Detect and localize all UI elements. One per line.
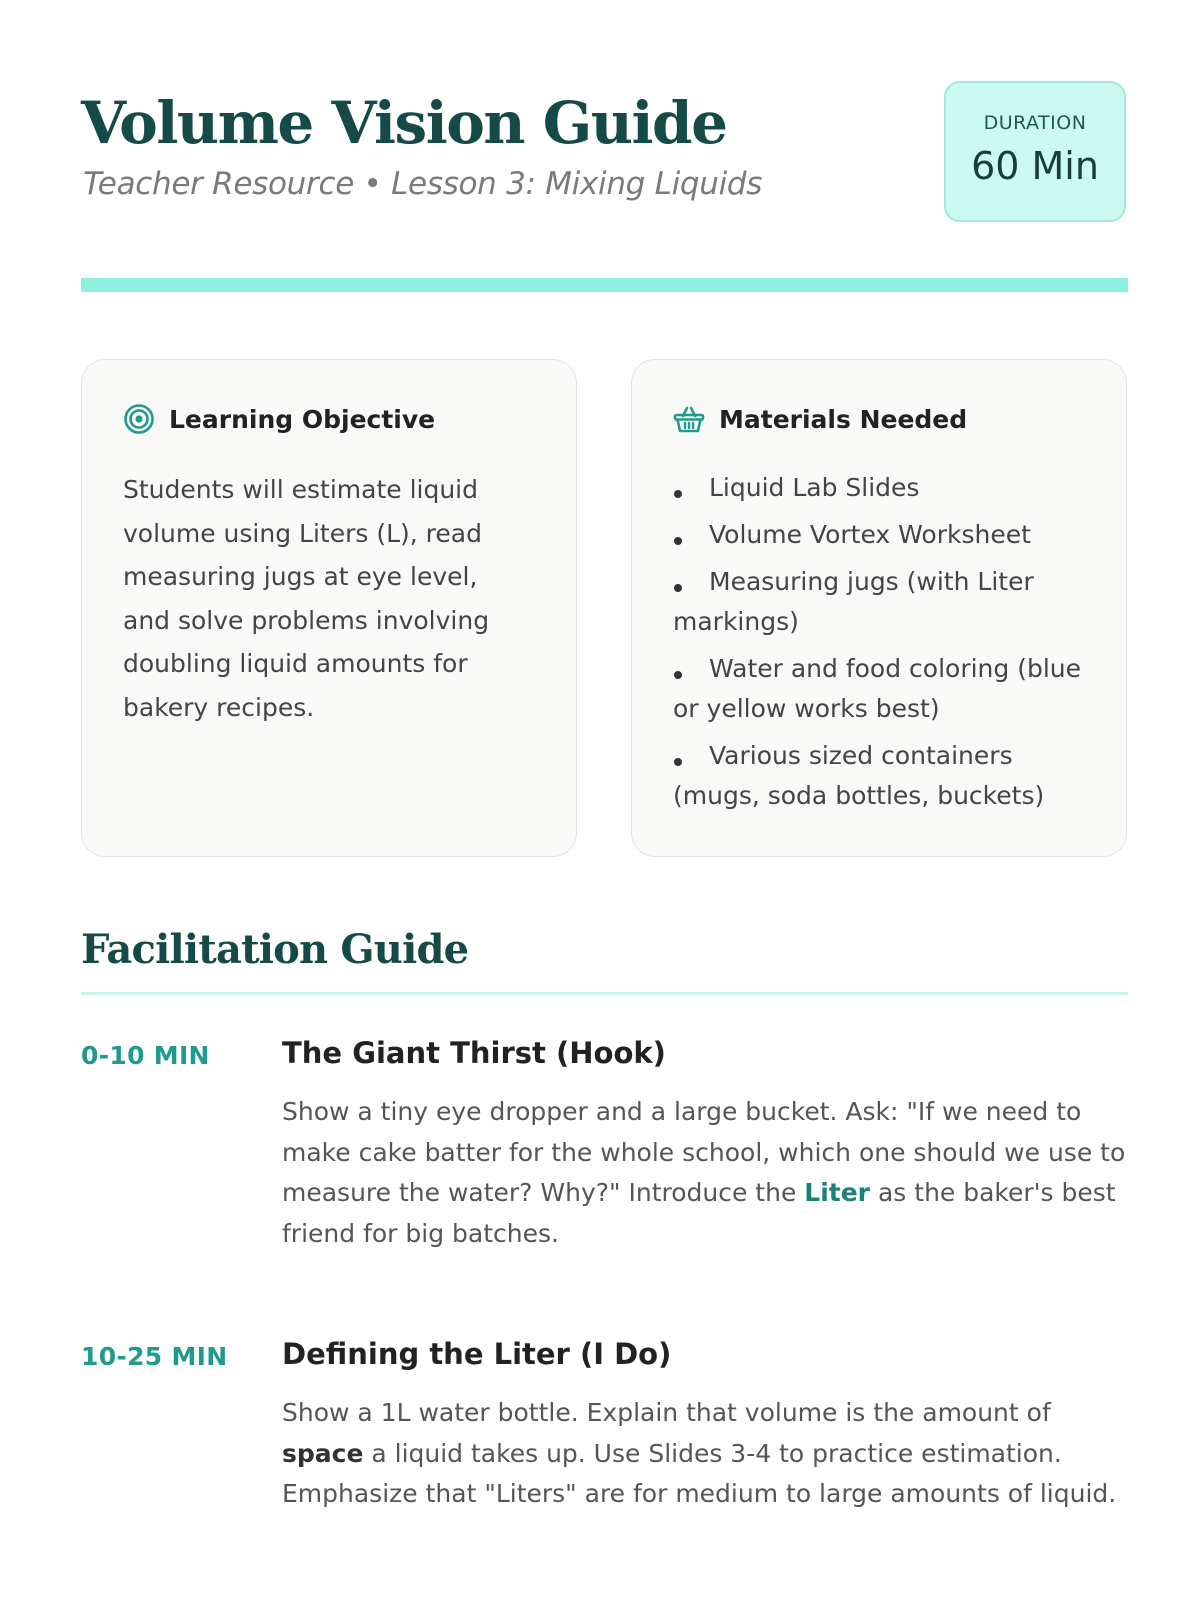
list-item	[673, 736, 1093, 816]
step-desc-text: a liquid takes up. Use Slides 3-4 to practice estimation. Emphasize that "Liters" are for medium to large amounts of liquid.	[282, 1438, 1117, 1508]
step-desc-text: Show a tiny eye dropper and a large bucket. Ask: "If we need to make cake batter for the whole school, which one should we use to measure the water? Why?" Introduce the	[282, 1097, 1126, 1207]
step-keyword: Liter	[804, 1178, 871, 1207]
material-item-text: Water and food coloring (blue or yellow works best)	[673, 654, 1081, 723]
list-item	[673, 468, 1093, 508]
duration-badge	[944, 81, 1126, 222]
objective-card-header	[123, 403, 435, 435]
page-subtitle: Teacher Resource • Lesson 3: Mixing Liquids	[83, 166, 763, 202]
step-desc-text: as the baker's best friend for big batches.	[282, 1178, 1116, 1248]
material-item-text: Liquid Lab Slides	[709, 473, 920, 502]
materials-card	[631, 359, 1127, 857]
header-divider	[81, 278, 1128, 292]
objective-text: Students will estimate liquid volume using Liters (L), read measuring jugs at eye level, and solve problems involving doubling liquid amounts for bakery recipes.	[123, 475, 490, 722]
list-item	[673, 562, 1093, 642]
learning-objective-card	[81, 359, 577, 857]
target-icon	[123, 403, 155, 435]
page-title: Volume Vision Guide	[81, 89, 727, 157]
step-time: 0-10 MIN	[81, 1041, 210, 1070]
material-item-text: Various sized containers (mugs, soda bottles, buckets)	[673, 741, 1045, 810]
step-description	[282, 1092, 1128, 1254]
step-desc-text: Show a 1L water bottle. Explain that volume is the amount of	[282, 1398, 1051, 1427]
material-item-text: Volume Vortex Worksheet	[709, 520, 1031, 549]
step-title: Defining the Liter (I Do)	[282, 1337, 672, 1371]
step-time: 10-25 MIN	[81, 1342, 228, 1371]
materials-list	[673, 468, 1093, 823]
duration-value: 60 Min	[971, 144, 1099, 188]
objective-title: Learning Objective	[169, 404, 436, 434]
step-keyword: space	[282, 1438, 364, 1468]
list-item	[673, 515, 1093, 555]
duration-label: DURATION	[983, 112, 1087, 134]
materials-card-header	[673, 403, 967, 435]
lesson-page	[81, 0, 1128, 1600]
section-title: Facilitation Guide	[81, 926, 469, 973]
list-item	[673, 649, 1093, 729]
step-description	[282, 1393, 1128, 1515]
material-item-text: Measuring jugs (with Liter markings)	[673, 567, 1034, 636]
step-title: The Giant Thirst (Hook)	[282, 1036, 666, 1070]
basket-icon	[673, 403, 705, 435]
section-divider	[81, 992, 1128, 995]
materials-title: Materials Needed	[719, 404, 968, 434]
